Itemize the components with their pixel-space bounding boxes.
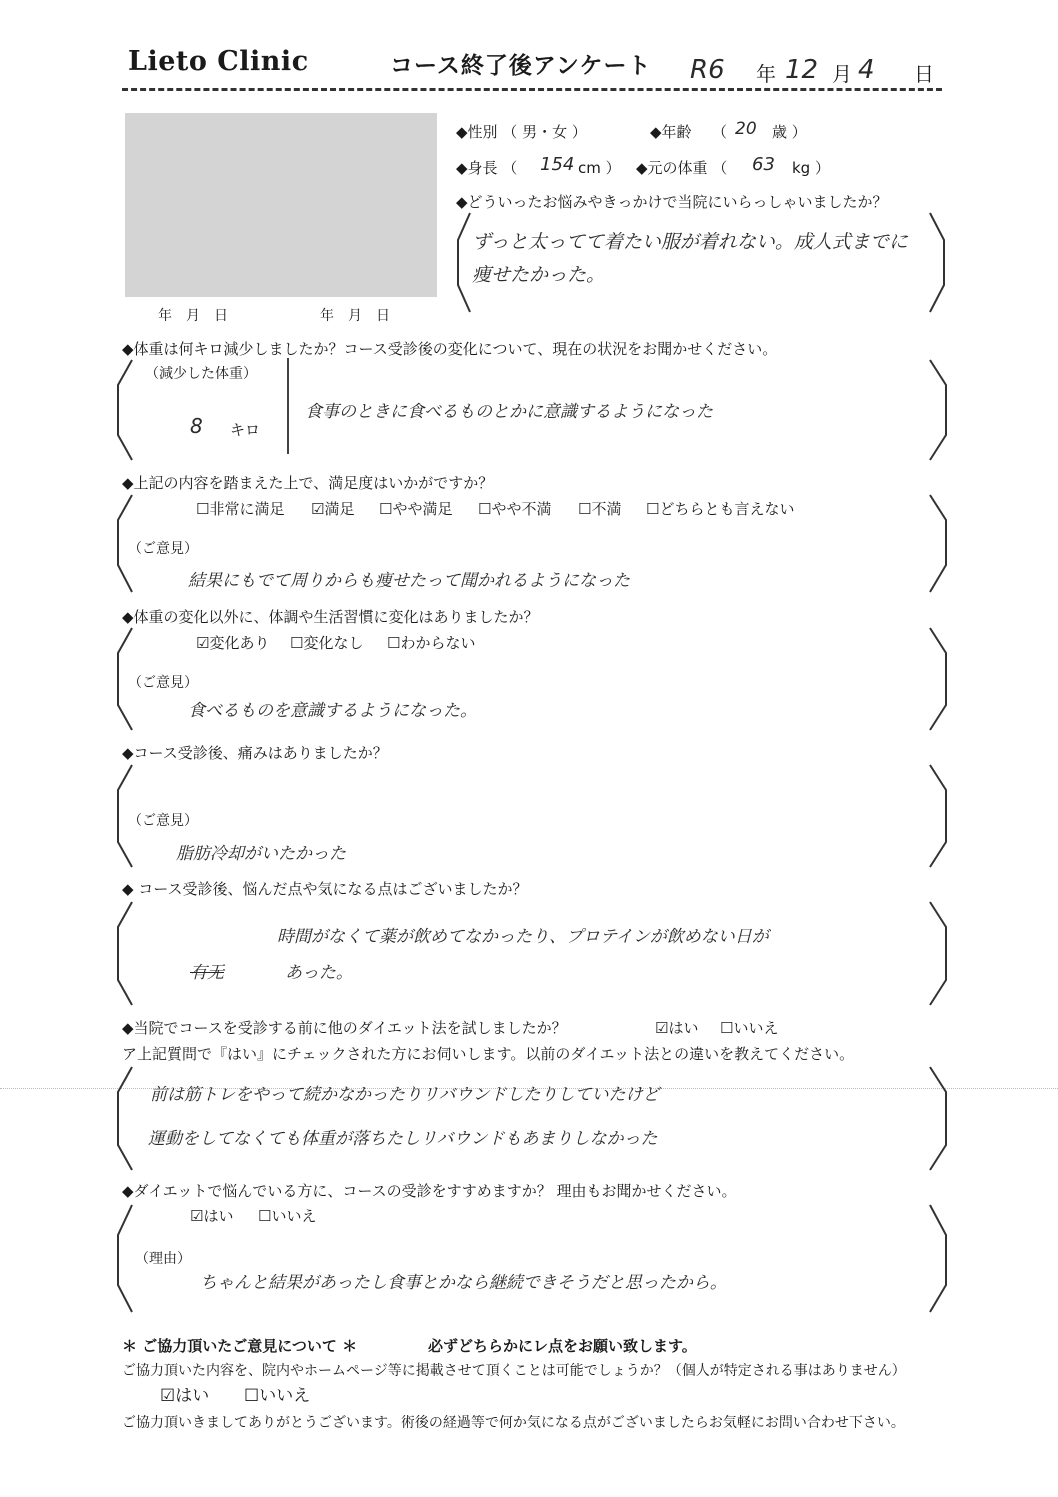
q-satisfaction-question: ◆上記の内容を踏まえた上で、満足度はいかがですか？ bbox=[122, 474, 494, 492]
height-unit: cm ） bbox=[578, 159, 621, 177]
q-other-diet-question: ◆当院でコースを受診する前に他のダイエット法を試しましたか？ bbox=[122, 1019, 567, 1037]
original-weight-value: 63 bbox=[752, 154, 775, 175]
age-paren: （ bbox=[712, 123, 728, 141]
satisfaction-option-somewhat-satisfied[interactable]: ☐やや満足 bbox=[379, 500, 453, 518]
q-condition-answer: 食べるものを意識するようになった。 bbox=[188, 701, 477, 721]
q-pain-question: ◆コース受診後、痛みはありましたか？ bbox=[122, 744, 388, 762]
age-label: ◆年齢 bbox=[650, 123, 692, 141]
q-satisfaction-answer: 結果にもでて周りからも痩せたって聞かれるようになった bbox=[188, 571, 630, 591]
bracket-condition-left bbox=[118, 628, 132, 730]
q-pain-answer: 脂肪冷却がいたかった bbox=[176, 844, 346, 864]
reduced-weight-label: （減少した体重） bbox=[145, 366, 257, 382]
bracket-recommend-left bbox=[118, 1205, 132, 1312]
q-reason-answer-2: 痩せたかった。 bbox=[472, 264, 606, 286]
bracket-reason-right bbox=[930, 213, 944, 312]
condition-option-changed[interactable]: ☑変化あり bbox=[196, 634, 270, 652]
bracket-pain-right bbox=[930, 765, 946, 867]
bracket-other-diet-right bbox=[930, 1067, 946, 1170]
q-condition-question: ◆体重の変化以外に、体調や生活習慣に変化はありましたか？ bbox=[122, 608, 539, 626]
satisfaction-opinion-label: （ご意見） bbox=[128, 541, 198, 557]
bracket-reason-left bbox=[458, 213, 470, 312]
footer-thanks: ご協力頂いきましてありがとうございます。術後の経過等で何か気になる点がございましたらお気軽にお問い合わせ下さい。 bbox=[122, 1415, 905, 1431]
bracket-satisfaction-right bbox=[930, 495, 946, 592]
bracket-worry-right bbox=[930, 902, 946, 1005]
q-other-diet-answer-2: 運動をしてなくても体重が落ちたしリバウンドもあまりしなかった bbox=[148, 1129, 658, 1149]
q-weight-question: ◆体重は何キロ減少しましたか？コース受診後の変化について、現在の状況をお聞かせください。 bbox=[122, 340, 778, 358]
q-worry-crossed-text: 有无 bbox=[190, 963, 224, 983]
footer-heading: ＊ ご協力頂いたご意見について ＊ bbox=[122, 1337, 358, 1355]
bracket-worry-left bbox=[118, 902, 132, 1005]
satisfaction-option-dissatisfied[interactable]: ☐不満 bbox=[578, 500, 622, 518]
bracket-other-diet-left bbox=[118, 1067, 132, 1170]
bracket-condition-right bbox=[930, 628, 946, 730]
original-weight-unit: kg ） bbox=[792, 159, 830, 177]
photo-date-label-before: 年 月 日 bbox=[158, 308, 228, 324]
bracket-recommend-right bbox=[930, 1205, 946, 1312]
age-value: 20 bbox=[735, 119, 757, 139]
year-label: 年 bbox=[756, 62, 776, 86]
q-other-diet-sub-question: ア上記質問で『はい』にチェックされた方にお伺いします。以前のダイエット法との違いを教えてください。 bbox=[122, 1045, 855, 1063]
height-label: ◆身長 （ bbox=[456, 159, 518, 177]
q-reason-answer-1: ずっと太ってて着たい服が着れない。成人式までに bbox=[472, 231, 908, 253]
clinic-logo: Lieto Clinic bbox=[128, 46, 309, 77]
satisfaction-option-neither[interactable]: ☐どちらとも言えない bbox=[646, 500, 795, 518]
day-label: 日 bbox=[914, 62, 934, 86]
original-weight-label: ◆元の体重 （ bbox=[636, 159, 728, 177]
date-month-value: 12 bbox=[785, 55, 819, 85]
other-diet-option-no[interactable]: ☐いいえ bbox=[720, 1019, 779, 1037]
reduced-weight-unit: キロ bbox=[230, 421, 261, 439]
q-recommend-answer: ちゃんと結果があったし食事とかなら継続できそうだと思ったから。 bbox=[200, 1273, 727, 1293]
satisfaction-option-satisfied[interactable]: ☑満足 bbox=[311, 500, 355, 518]
age-unit: 歳 ） bbox=[772, 123, 807, 141]
date-year-value: R6 bbox=[690, 55, 725, 85]
recommend-option-yes[interactable]: ☑はい bbox=[190, 1207, 234, 1225]
q-weight-answer: 食事のときに食べるものとかに意識するようになった bbox=[305, 402, 713, 422]
survey-title: コース終了後アンケート bbox=[390, 53, 652, 79]
bracket-weight-left bbox=[118, 360, 132, 460]
q-worry-answer-1: 時間がなくて薬が飲めてなかったり、プロテインが飲めない日が bbox=[277, 927, 769, 947]
recommend-reason-label: （理由） bbox=[135, 1251, 191, 1267]
consent-option-yes[interactable]: ☑はい bbox=[160, 1386, 210, 1406]
footer-required-note: 必ずどちらかにレ点をお願い致します。 bbox=[428, 1337, 697, 1355]
month-label: 月 bbox=[832, 62, 852, 86]
reduced-weight-value: 8 bbox=[190, 414, 203, 438]
bracket-satisfaction-left bbox=[118, 495, 132, 592]
satisfaction-option-somewhat-dissatisfied[interactable]: ☐やや不満 bbox=[478, 500, 552, 518]
other-diet-option-yes[interactable]: ☑はい bbox=[655, 1019, 699, 1037]
satisfaction-option-very-satisfied[interactable]: ☐非常に満足 bbox=[196, 500, 285, 518]
q-reason-question: ◆どういったお悩みやきっかけで当院にいらっしゃいましたか？ bbox=[456, 193, 888, 211]
bracket-pain-left bbox=[118, 765, 132, 867]
photo-date-label-after: 年 月 日 bbox=[320, 308, 390, 324]
condition-option-unknown[interactable]: ☐わからない bbox=[387, 634, 476, 652]
bracket-weight-right bbox=[930, 360, 946, 460]
consent-question: ご協力頂いた内容を、院内やホームページ等に掲載させて頂くことは可能でしょうか？（個人が特定される事はありません） bbox=[122, 1363, 906, 1379]
condition-option-no-change[interactable]: ☐変化なし bbox=[290, 634, 364, 652]
q-recommend-question: ◆ダイエットで悩んでいる方に、コースの受診をすすめますか？ 理由もお聞かせください。 bbox=[122, 1182, 737, 1200]
q-worry-answer-2: あった。 bbox=[285, 963, 353, 983]
consent-option-no[interactable]: ☐いいえ bbox=[244, 1386, 311, 1406]
gender-field: ◆性別 （ 男・女 ） bbox=[456, 123, 587, 141]
recommend-option-no[interactable]: ☐いいえ bbox=[258, 1207, 317, 1225]
date-day-value: 4 bbox=[858, 55, 875, 85]
q-worry-question: ◆ コース受診後、悩んだ点や気になる点はございましたか？ bbox=[122, 880, 528, 898]
height-value: 154 bbox=[540, 154, 575, 175]
pain-opinion-label: （ご意見） bbox=[128, 813, 198, 829]
condition-opinion-label: （ご意見） bbox=[128, 675, 198, 691]
q-other-diet-answer-1: 前は筋トレをやって続かなかったりリバウンドしたりしていたけど bbox=[150, 1085, 660, 1105]
